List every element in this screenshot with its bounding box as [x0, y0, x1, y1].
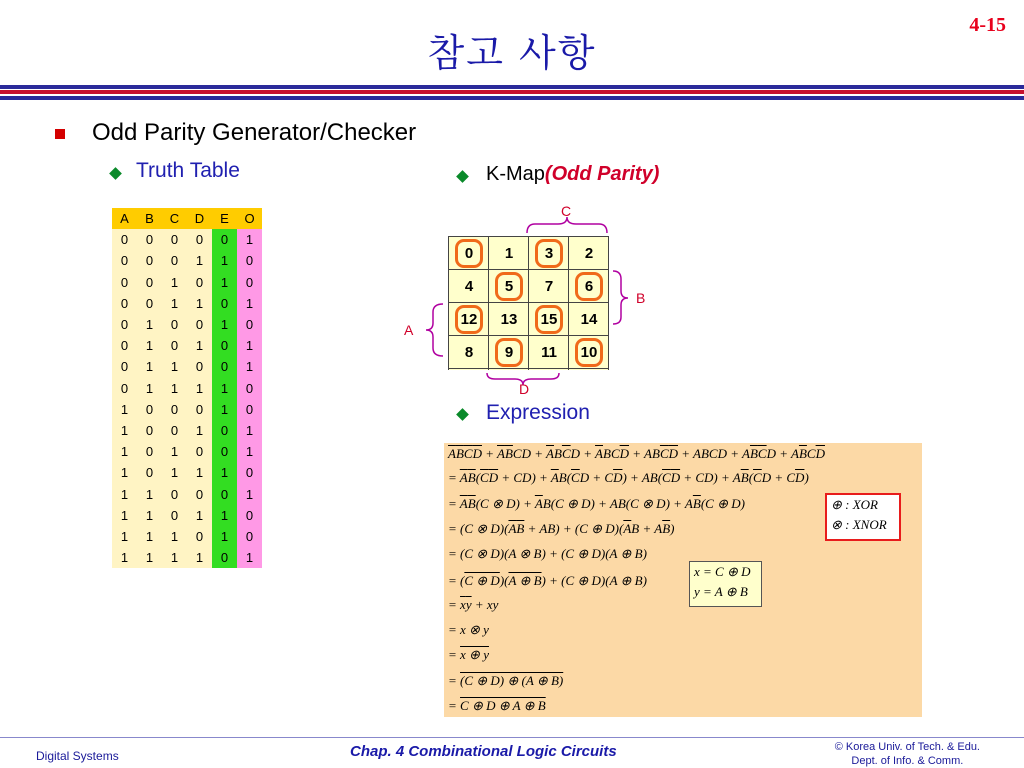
table-cell: 1 [112, 547, 137, 568]
table-row [112, 526, 262, 547]
kmap-label-text: K-Map [486, 163, 545, 185]
table-cell: 1 [212, 505, 237, 526]
table-cell: 1 [137, 547, 162, 568]
table-cell: 0 [112, 250, 137, 271]
xnor-note: ⊗ : XNOR [831, 517, 887, 532]
table-cell: 1 [162, 526, 187, 547]
table-cell: 0 [187, 399, 212, 420]
table-cell: 0 [137, 441, 162, 462]
table-cell: 1 [237, 483, 262, 504]
equation-line: = x ⊕ y [448, 647, 489, 662]
table-cell: 1 [162, 547, 187, 568]
table-cell: 0 [237, 526, 262, 547]
table-row [112, 378, 262, 399]
table-row [112, 483, 262, 504]
page-number: 4-15 [969, 14, 1006, 36]
table-cell: 0 [137, 420, 162, 441]
section-heading: Odd Parity Generator/Checker [92, 119, 417, 146]
table-cell: 1 [162, 293, 187, 314]
kmap-label-b: B [636, 290, 646, 306]
table-row [112, 250, 262, 271]
table-cell: 1 [212, 526, 237, 547]
kmap-cell: 12 [460, 311, 478, 328]
table-cell: 1 [237, 356, 262, 377]
table-cell: 1 [137, 378, 162, 399]
equation-line: = $\overline{x}\overline{y}$ + xy [448, 597, 499, 612]
table-cell: 1 [212, 462, 237, 483]
kmap-cell: 3 [544, 245, 554, 262]
table-cell: 1 [187, 293, 212, 314]
kmap-cell: 2 [584, 245, 594, 262]
table-cell: 0 [212, 293, 237, 314]
table-cell: 0 [187, 483, 212, 504]
table-cell: 1 [187, 420, 212, 441]
table-cell: 0 [137, 229, 162, 250]
table-cell: 1 [112, 399, 137, 420]
kmap-label-emphasis: (Odd Parity) [544, 163, 660, 185]
equation-line: $\overline{A}\overline{B}\overline{C}\overline{D} + \overline{A}\overline{B}CD + \overline{A}B\overline{C}D + \overline{A}BC\overline{D} + AB\overline{C}\overline{D}$ + ABCD + $A\overline{B}\overline{C}D + A\overline{B}C\overline{D}$ [448, 446, 825, 461]
table-cell: 1 [237, 229, 262, 250]
table-cell: 1 [112, 483, 137, 504]
table-cell: 1 [137, 505, 162, 526]
kmap-circle [535, 239, 563, 268]
kmap-cell: 1 [504, 245, 514, 262]
table-cell: 1 [112, 462, 137, 483]
table-cell: 1 [212, 378, 237, 399]
kmap-circle [535, 305, 563, 334]
table-cell: 1 [212, 272, 237, 293]
kmap-cell: 14 [580, 311, 598, 328]
table-cell: 1 [112, 420, 137, 441]
table-cell: 0 [237, 505, 262, 526]
table-cell: 1 [212, 250, 237, 271]
footer-course: Digital Systems [36, 749, 119, 763]
subst-x: x = C ⊕ D [694, 564, 751, 579]
table-cell: 0 [187, 526, 212, 547]
table-row [112, 314, 262, 335]
expression-box [444, 443, 922, 717]
table-cell: 1 [112, 441, 137, 462]
table-cell: 1 [112, 505, 137, 526]
kmap-cell: 0 [464, 245, 474, 262]
kmap-cell: 10 [580, 344, 598, 361]
kmap-circle [575, 338, 603, 367]
brace-c-icon [527, 217, 607, 233]
table-cell: 0 [112, 272, 137, 293]
table-cell: 0 [137, 250, 162, 271]
footer-copyright-line2: Dept. of Info. & Comm. [851, 755, 964, 767]
table-cell: 1 [137, 356, 162, 377]
expression-label: Expression [486, 401, 590, 424]
footer-copyright-line1: © Korea Univ. of Tech. & Edu. [834, 741, 980, 753]
table-cell: 1 [137, 314, 162, 335]
footer-copyright [835, 740, 980, 768]
table-row [112, 272, 262, 293]
kmap-cell: 7 [544, 278, 554, 295]
kmap-grid [448, 236, 609, 370]
table-cell: 1 [187, 462, 212, 483]
kmap-circle [455, 239, 483, 268]
table-cell: 1 [187, 378, 212, 399]
table-cell: 0 [212, 483, 237, 504]
truth-table-header-b: B [137, 208, 162, 229]
table-row [112, 229, 262, 250]
table-cell: 0 [162, 420, 187, 441]
kmap-circle [495, 338, 523, 367]
equation-line: = (C ⊗ D)(A ⊗ B) + (C ⊕ D)(A ⊕ B) [448, 546, 647, 561]
table-row [112, 335, 262, 356]
kmap-cell: 15 [540, 311, 558, 328]
truth-table-header-e: E [212, 208, 237, 229]
table-cell: 0 [187, 441, 212, 462]
table-cell: 1 [212, 399, 237, 420]
table-cell: 1 [212, 314, 237, 335]
kmap-cell: 11 [541, 344, 557, 361]
subst-y: y = A ⊕ B [694, 584, 748, 599]
table-cell: 0 [187, 229, 212, 250]
table-cell: 1 [162, 462, 187, 483]
table-cell: 0 [237, 272, 262, 293]
table-cell: 1 [162, 272, 187, 293]
table-cell: 0 [112, 356, 137, 377]
table-cell: 0 [112, 335, 137, 356]
table-cell: 0 [137, 293, 162, 314]
kmap-circle [455, 305, 483, 334]
table-row [112, 547, 262, 568]
kmap-label-c: C [561, 203, 572, 219]
table-cell: 1 [237, 441, 262, 462]
table-cell: 0 [237, 314, 262, 335]
table-row [112, 462, 262, 483]
table-cell: 0 [112, 229, 137, 250]
kmap-cell: 5 [504, 278, 514, 295]
truth-table-header-d: D [187, 208, 212, 229]
table-row [112, 505, 262, 526]
kmap-circle [575, 272, 603, 301]
xor-note: ⊕ : XOR [831, 497, 878, 512]
table-cell: 1 [137, 335, 162, 356]
table-cell: 0 [212, 441, 237, 462]
table-cell: 1 [162, 356, 187, 377]
equation-line: = $\overline{A}\overline{B}(\overline{C}\overline{D} + CD) + \overline{A}B(\overline{C}D + C\overline{D}) + AB(\overline{C}\overline{D} + CD) + A\overline{B}(\overline{C}D + C\overline{D})$ [448, 470, 809, 485]
bullet-square-icon [55, 129, 65, 139]
diamond-bullet-icon [109, 167, 122, 180]
kmap-label [486, 163, 659, 186]
equation-line: = C ⊕ D ⊕ A ⊕ B [448, 698, 546, 713]
truth-table-header-c: C [162, 208, 187, 229]
table-cell: 0 [162, 229, 187, 250]
table-cell: 0 [162, 314, 187, 335]
truth-table-body [112, 229, 262, 568]
diamond-bullet-icon [456, 170, 469, 183]
table-cell: 0 [237, 378, 262, 399]
substitution-note [689, 561, 762, 607]
table-cell: 0 [162, 335, 187, 356]
table-cell: 0 [137, 462, 162, 483]
table-cell: 0 [137, 272, 162, 293]
table-cell: 0 [212, 547, 237, 568]
equation-line: = (C ⊕ D)(A ⊕ B) + (C ⊕ D)(A ⊕ B) [448, 573, 647, 588]
table-row [112, 293, 262, 314]
table-cell: 0 [112, 293, 137, 314]
table-cell: 0 [187, 356, 212, 377]
header-bar-blue-bottom [0, 96, 1024, 100]
table-cell: 1 [187, 547, 212, 568]
table-cell: 1 [187, 505, 212, 526]
table-cell: 1 [162, 378, 187, 399]
header-bar-red [0, 90, 1024, 94]
header-bar-blue-top [0, 85, 1024, 89]
table-row [112, 441, 262, 462]
table-cell: 0 [237, 399, 262, 420]
table-cell: 0 [162, 483, 187, 504]
table-cell: 1 [187, 335, 212, 356]
table-row [112, 399, 262, 420]
table-cell: 0 [162, 505, 187, 526]
truth-table [112, 208, 262, 568]
table-cell: 0 [187, 314, 212, 335]
kmap-cell: 13 [500, 311, 518, 328]
table-cell: 0 [112, 378, 137, 399]
table-cell: 0 [237, 250, 262, 271]
truth-table-label: Truth Table [136, 159, 240, 182]
table-cell: 0 [187, 272, 212, 293]
footer-chapter: Chap. 4 Combinational Logic Circuits [350, 743, 617, 760]
table-row [112, 420, 262, 441]
kmap-circle [495, 272, 523, 301]
table-cell: 1 [162, 441, 187, 462]
truth-table-header-a: A [112, 208, 137, 229]
table-cell: 0 [237, 462, 262, 483]
kmap-cell: 4 [464, 278, 474, 295]
truth-table-header-row [112, 208, 262, 229]
table-cell: 1 [237, 547, 262, 568]
kmap-label-a: A [404, 322, 414, 338]
table-cell: 0 [162, 250, 187, 271]
table-cell: 0 [212, 335, 237, 356]
table-cell: 1 [137, 526, 162, 547]
table-cell: 0 [137, 399, 162, 420]
table-cell: 0 [212, 356, 237, 377]
table-cell: 1 [237, 293, 262, 314]
page-title: 참고 사항 [427, 31, 597, 75]
table-cell: 0 [162, 399, 187, 420]
brace-b-icon [613, 271, 628, 324]
equation-line: = (C ⊕ D) ⊕ (A ⊕ B) [448, 673, 564, 688]
diamond-bullet-icon [456, 408, 469, 421]
table-cell: 0 [112, 314, 137, 335]
table-cell: 1 [187, 250, 212, 271]
kmap-label-d: D [519, 381, 530, 397]
operator-legend [825, 493, 901, 541]
table-cell: 1 [112, 526, 137, 547]
equation-line: = x ⊗ y [448, 622, 489, 637]
table-cell: 1 [137, 483, 162, 504]
equation-line: = $\overline{A}\overline{B}(C$ ⊗ $D) + \overline{A}B(C$ ⊕ D) + AB(C ⊗ $D) + A\overline{B}(C$ ⊕ D) [448, 496, 745, 511]
table-cell: 1 [237, 335, 262, 356]
truth-table-header-o: O [237, 208, 262, 229]
table-cell: 0 [212, 229, 237, 250]
table-cell: 0 [212, 420, 237, 441]
table-row [112, 356, 262, 377]
footer-divider [0, 737, 1024, 738]
kmap-cell: 9 [504, 344, 514, 361]
equation-line: = (C ⊗ $D)(\overline{A}\overline{B} + AB) + (C$ ⊕ $D)(\overline{A}B + A\overline{B})$ [448, 521, 675, 536]
kmap-cell: 6 [584, 278, 594, 295]
brace-a-icon [426, 304, 443, 356]
table-cell: 1 [237, 420, 262, 441]
kmap-cell: 8 [464, 344, 474, 361]
